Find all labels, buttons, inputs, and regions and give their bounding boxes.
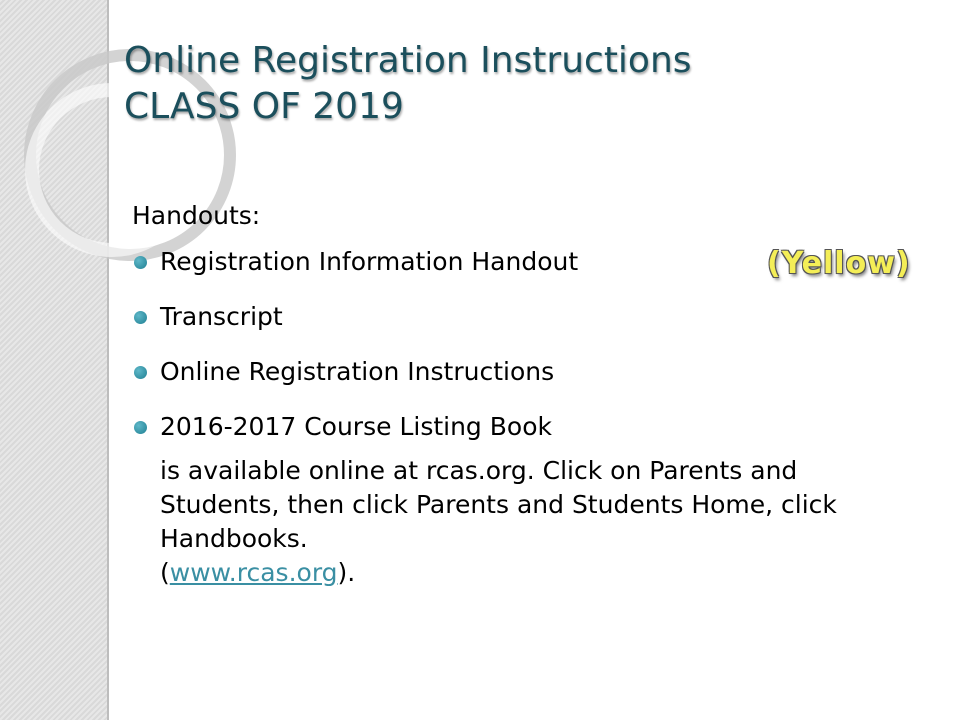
slide-title [124, 38, 924, 130]
list-item-text: Transcript [160, 302, 283, 331]
list-item-text: 2016-2017 Course Listing Book [160, 412, 552, 441]
list-item-text: Registration Information Handout [160, 247, 579, 276]
list-item-text: Online Registration Instructions [160, 357, 555, 386]
bullet-dot-icon [134, 366, 147, 379]
bullet-dot-icon [134, 311, 147, 324]
list-item [132, 357, 932, 387]
paren-close: ). [337, 558, 356, 587]
title-line-1: Online Registration Instructions [124, 40, 692, 81]
paragraph-text: is available online at rcas.org. Click on Parents and Students, then click Parents and Students Home, click Handbooks. [160, 456, 837, 553]
list-item [132, 302, 932, 332]
title-line-2: CLASS OF 2019 [124, 86, 404, 127]
bullet-dot-icon [134, 256, 147, 269]
left-decorative-band [0, 0, 109, 720]
availability-paragraph [160, 454, 920, 590]
handouts-heading: Handouts: [132, 201, 261, 230]
rcas-link[interactable]: www.rcas.org [169, 558, 338, 587]
list-item [132, 412, 932, 442]
yellow-annotation: (Yellow) [767, 246, 911, 281]
bullet-dot-icon [134, 421, 147, 434]
paren-open: ( [160, 558, 170, 587]
